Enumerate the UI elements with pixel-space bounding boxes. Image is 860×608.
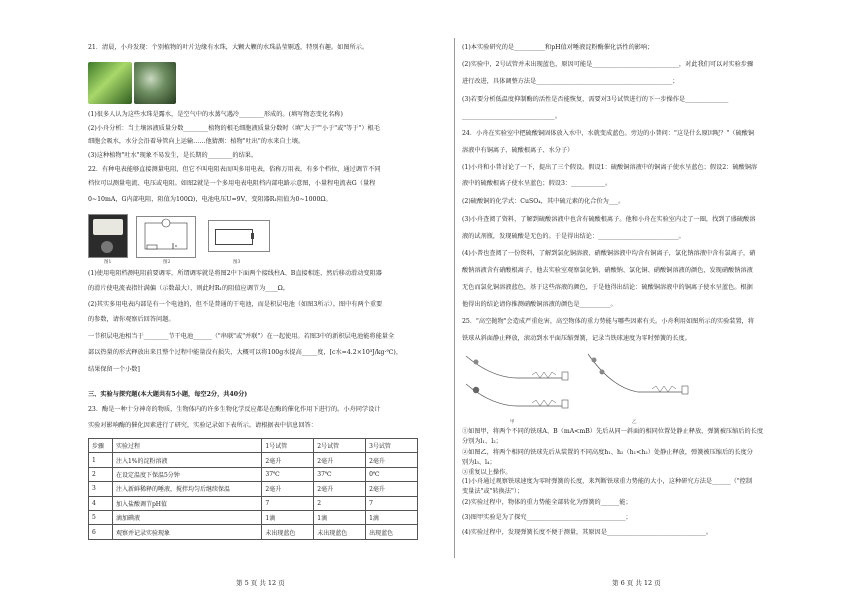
q25-answer4: (4)实验过程中，发现弹簧长度不便于测量，其原因是________________________________。 xyxy=(462,529,713,536)
table-row xyxy=(89,496,418,510)
multimeter-figure xyxy=(88,214,128,258)
q25-answer3: (3)图甲实验是为了探究________________________________； xyxy=(462,514,632,521)
section3-heading: 三、实验与探究题(本大题共有5小题，每空2分，共40分) xyxy=(88,391,248,398)
q25-step3: ③重复以上操作。 xyxy=(462,469,512,476)
q24-text7: 液的试剂瓶，发现硫酸是无色的。于是得出结论：__________________________。 xyxy=(462,233,685,240)
table-cell: 加入盐酸调节pH值 xyxy=(112,496,261,510)
table-cell: 注入新鲜稀释的唾液，搅拌均匀后继续保温 xyxy=(112,482,261,496)
ramp-experiment-figure xyxy=(462,348,702,416)
q22-sub2b: 的参数，请你观察后回答问题。 xyxy=(88,316,175,323)
table-cell: 2号试管 xyxy=(314,439,366,453)
table-cell: 2 xyxy=(314,496,366,510)
q25-text2: 铁球从斜面静止释放，滚动到水平面压缩弹簧，记录当铁球速度为零时弹簧的长度。 xyxy=(462,335,691,342)
q24-text5: (2)硫酸铜的化学式：CuSO₄，其中硫元素的化合价为___。 xyxy=(462,198,625,205)
q22-text3: 0~10mA，G内部电阻，阻值为100Ω)，电池电压U=9V，变阻器R₁阻值为0~1000Ω。 xyxy=(88,196,332,203)
page-5-footer: 第 5 页 共 12 页 xyxy=(236,579,285,587)
table-cell: 注入1%的淀粉溶液 xyxy=(112,453,261,467)
table-cell: 2毫升 xyxy=(314,482,366,496)
circuit-diagram-figure xyxy=(136,216,196,258)
q24-text1: 24．小舟在实验室中把硫酸铜固体放入水中，水就变成蓝色。旁边的小普问："这是什么原因呢？"（硫酸铜 xyxy=(462,130,755,137)
q25-text1: 25．"高空抛物"会造成严重危害，高空物体的重力势能与哪些因素有关。小舟利用如图所示的实验装置，将 xyxy=(462,318,755,325)
table-cell: 观察并记录实验现象 xyxy=(112,525,261,539)
fig1-caption: 图1 xyxy=(104,260,112,265)
q23-text1: 23．酶是一种十分神奇的物质，生物体内的许多生物化学反应都是在酶的催化作用下进行的。小舟同学设计 xyxy=(88,406,381,413)
q21-part1: (1)很多人认为这些水珠是露水，是空气中的水蒸气遇冷________形成的。(填写物态变化名称) xyxy=(88,111,343,118)
q25-answer1b: 变量法"或"转换法"）； xyxy=(462,488,524,495)
q23-answer3a: (3)若要分析低温度抑制酶的活性是否能恢复，需要对3号试管进行的下一步操作是______________ xyxy=(462,96,729,103)
q25-answer2: (2)实验过程中，物体的重力势能全部转化为弹簧的______能； xyxy=(462,499,632,506)
table-cell: 未出现蓝色 xyxy=(314,525,366,539)
page-5-column xyxy=(88,0,446,608)
q22-sub1a: (1)使用电阻档测电阻前要调零，所谓调零就是将图2中下面两个接线柱A、B直接相连，然后移动滑动变阻器 xyxy=(88,270,382,277)
q25-answer1: (1)小舟通过观察铁球速度为零时弹簧的长度，来判断铁球重力势能的大小，这种研究方法是______（"控制 xyxy=(462,478,753,485)
q21-part2a: (2)小舟分析：当土壤溶液质量分数________植物的根毛细胞液质量分数时（填"大于""小于"或"等于"）根毛 xyxy=(88,125,380,132)
table-row xyxy=(89,510,418,524)
fig-jia-caption: 甲 xyxy=(510,420,515,425)
table-cell: 7 xyxy=(262,496,314,510)
table-cell: 7 xyxy=(366,496,418,510)
table-cell: 滴加碘液 xyxy=(112,510,261,524)
table-cell: 2 xyxy=(89,467,113,481)
table-cell: 1号试管 xyxy=(262,439,314,453)
table-cell: 实验过程 xyxy=(112,439,261,453)
q22-sub2d: 部以热量的形式释放出来且整个过程中能量没有损失，大概可以将100g水提高_____度，[c水=4.2×10³J/kg·℃)， xyxy=(88,349,403,356)
fig3-caption: 图3 xyxy=(233,260,241,265)
q21-intro: 21．清晨，小舟发现：个别植物的叶片边缘有水珠，大颗大颗的水珠晶莹剔透，特别有趣。如图所示。 xyxy=(88,44,369,51)
table-cell: 3 xyxy=(89,482,113,496)
table-row xyxy=(89,525,418,539)
q24-text9: 酸钠溶液含有硝酸根离子，他去实验室观察氯化钠、硝酸钠、氯化铜、硝酸铜溶液的颜色，发现硝酸钠溶液 xyxy=(462,267,753,274)
leaf-photo-2 xyxy=(134,62,176,104)
table-cell: 1滴 xyxy=(262,510,314,524)
table-cell: 2毫升 xyxy=(366,482,418,496)
battery-figure xyxy=(208,220,270,252)
page-6-column xyxy=(462,0,834,608)
q22-text1: 22．有种电表能够直接测量电阻，但它不叫电阻表而叫多用电表，俗称万用表，有多个档位，通过调节不同 xyxy=(88,166,381,173)
table-cell: 在设定温度下保温5分钟 xyxy=(112,467,261,481)
q24-text3: (1)小舟和小普讨论了一下，提出了三个假设。假设1：硫酸铜溶液中的铜离子使水呈蓝色；假设2：硫酸铜溶 xyxy=(462,164,758,171)
table-cell: 3号试管 xyxy=(366,439,418,453)
q24-text4: 液中的硫酸根离子使水呈蓝色；假设3：___________。 xyxy=(462,180,612,187)
q23-answer2b: 进行改进，具体调整方法是____________________________________________； xyxy=(462,78,679,85)
q23-answer3b: ______________________________。 xyxy=(462,113,561,120)
q24-text10: 无色而氯化铜溶液蓝色，基于这些溶液的颜色，于是他得出结论：硫酸铜溶液中的铜离子使水呈蓝色。根据 xyxy=(462,284,753,291)
q22-sub2a: (2)其实多用电表内部是有一个电池的，但不是普通的干电池，而是积层电池（如图3所示）。图中有两个重要 xyxy=(88,301,383,308)
q22-text2: 档位可以测量电流、电压或电阻。如图2就是一个多用电表电阻档内部电路示意图，小量程电流表G（量程 xyxy=(88,180,376,187)
page-6-footer: 第 6 页 共 12 页 xyxy=(612,579,661,587)
q22-sub2c: 一节积层电池相当于________节干电池______（"串联"或"并联"）在一起使用。若图3中的新积层电池能将能量全 xyxy=(88,333,395,340)
table-cell: 2毫升 xyxy=(314,453,366,467)
q24-text11: 他得出的结论请你推测硝酸铜溶液的颜色是__________。 xyxy=(462,301,617,308)
table-cell: 4 xyxy=(89,496,113,510)
q21-part2b: 细胞会吸水，水分会沿着导管向上运输……他猜测：植物"吐出"的水来自土壤。 xyxy=(88,138,305,145)
table-cell: 未出现蓝色 xyxy=(262,525,314,539)
q25-step1: ①如图甲，将两个不同的铁球A、B（mA<mB）先后从同一斜面的相同位置处静止释放，弹簧被压缩后的长度 xyxy=(462,428,764,435)
table-row xyxy=(89,467,418,481)
table-row xyxy=(89,482,418,496)
q25-step1b: 分别为l₁、l₂； xyxy=(462,438,502,445)
q25-step2b: 别为l₃、l₄； xyxy=(462,459,496,466)
table-cell: 2毫升 xyxy=(262,453,314,467)
q22-sub1b: 的滑片使电流表指针满偏（示数最大），则此时R₁的阻值应调节为____Ω。 xyxy=(88,285,289,292)
table-cell: 0℃ xyxy=(366,467,418,481)
table-cell: 6 xyxy=(89,525,113,539)
q24-text8: (4)小普也查阅了一份资料，了解到氯化铜溶液、硝酸铜溶液中均含有铜离子，氯化钠溶液中含有氯离子，硝 xyxy=(462,250,756,257)
q23-text2: 实验对影响酶的催化因素进行了研究，实验记录如下表所示。请根据表中信息回答： xyxy=(88,422,317,429)
table-cell: 1滴 xyxy=(366,510,418,524)
table-header-row xyxy=(89,439,418,453)
table-cell: 37℃ xyxy=(314,467,366,481)
table-row xyxy=(89,453,418,467)
q23-answer2a: (2)实验中，2号试管并未出现蓝色，原因可能是____________________________，对此我们可以对实验步骤 xyxy=(462,61,754,68)
table-cell: 出现蓝色 xyxy=(366,525,418,539)
table-cell: 1 xyxy=(89,453,113,467)
fig-yi-caption: 乙 xyxy=(632,420,637,425)
q24-text2: 溶液中有铜离子、硫酸根离子、水分子） xyxy=(462,147,574,154)
fig2-caption: 图2 xyxy=(163,260,171,265)
table-cell: 37℃ xyxy=(262,467,314,481)
table-cell: 1滴 xyxy=(314,510,366,524)
leaf-photo-1 xyxy=(88,62,132,104)
enzyme-table xyxy=(88,438,418,540)
table-cell: 步骤 xyxy=(89,439,113,453)
q25-step2: ②如图乙，将两个相同的铁球先后从装置的不同高度h₁、h₂（h₁<h₂）处静止释放，弹簧被压缩后的长度分 xyxy=(462,449,753,456)
table-cell: 5 xyxy=(89,510,113,524)
q23-answer1: (1)本实验研究的是__________和pH值对唾液淀粉酶催化活性的影响； xyxy=(462,44,654,51)
column-divider xyxy=(454,38,455,558)
q22-sub2e: 结果保留一个小数] xyxy=(88,366,140,373)
q21-part3: (3)这种植物"吐水"现象不易发生，是长期的________的结果。 xyxy=(88,152,258,159)
table-cell: 2毫升 xyxy=(262,482,314,496)
q24-text6: (3)小舟查阅了资料，了解到硫酸溶液中也含有硫酸根离子。他和小舟在实验室内走了一圈，找到了盛硫酸溶 xyxy=(462,216,756,223)
table-cell: 2毫升 xyxy=(366,453,418,467)
